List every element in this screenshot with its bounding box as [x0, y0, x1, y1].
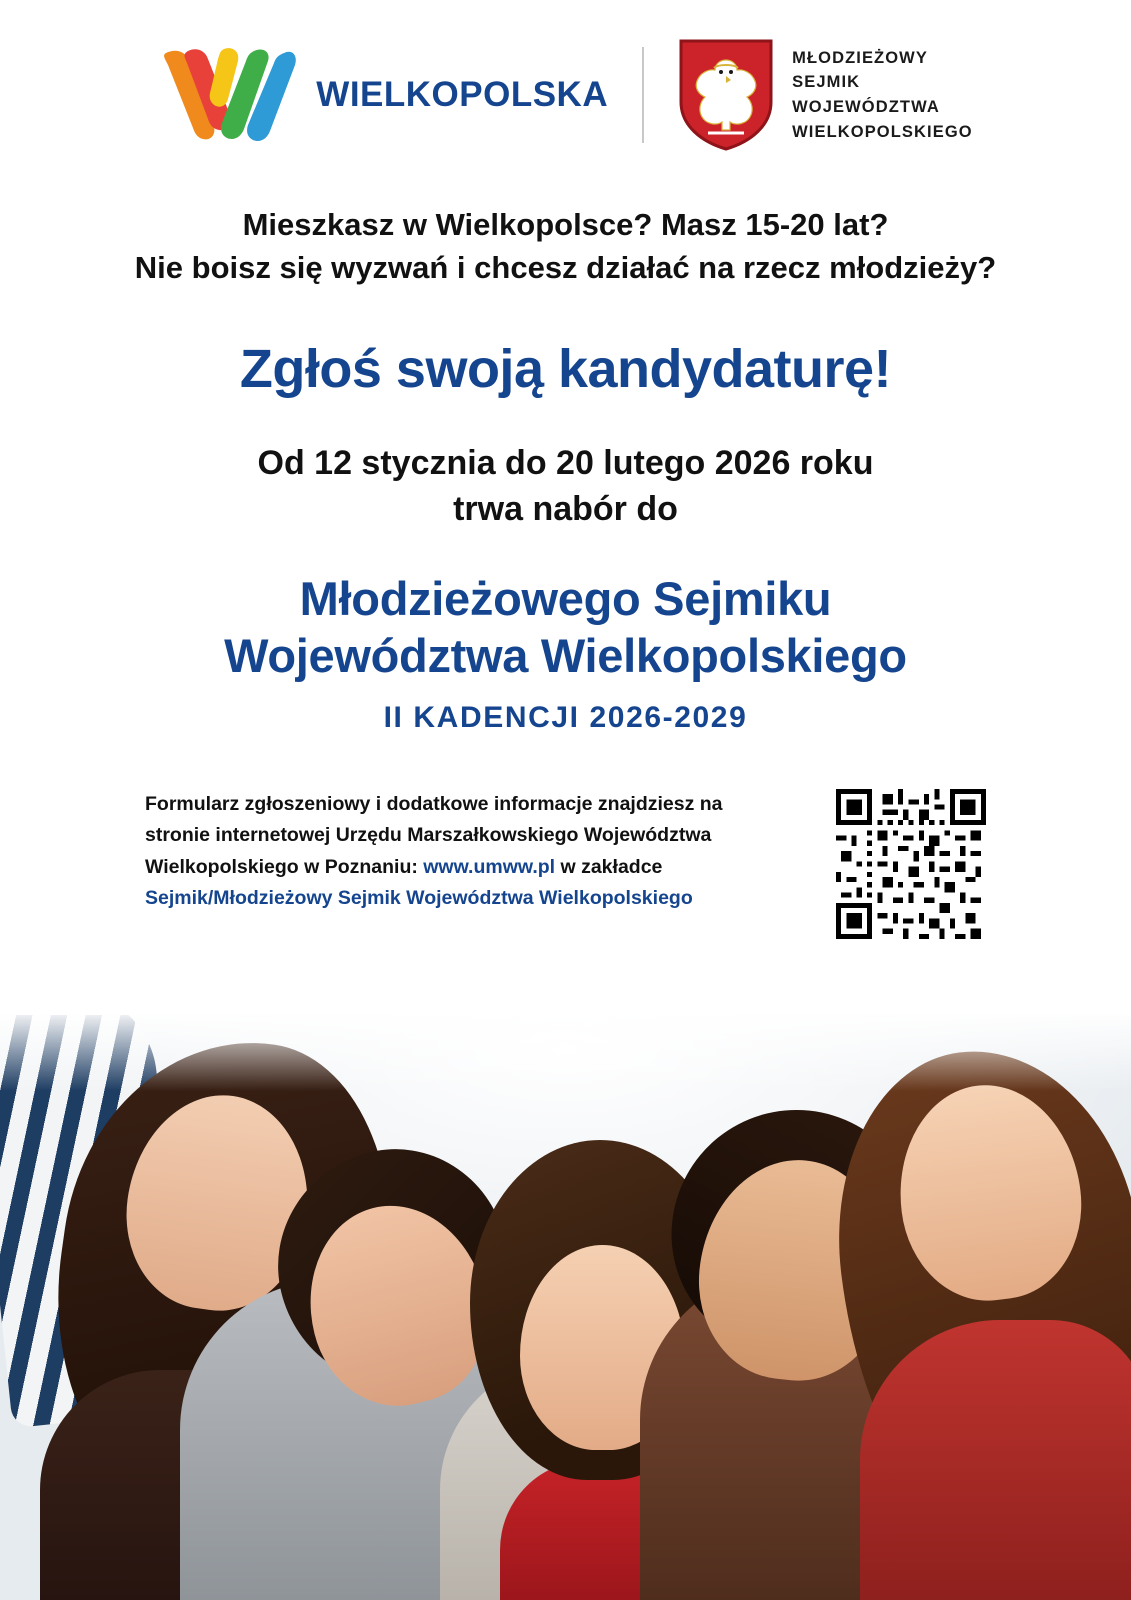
dates-line-2: trwa nabór do	[453, 489, 678, 528]
organisation-name-line-2: Województwa Wielkopolskiego	[224, 629, 907, 683]
poster-body	[0, 204, 1131, 939]
info-paragraph	[145, 789, 780, 915]
wielkopolska-logo	[158, 43, 608, 147]
sejmik-logo-line-1: MŁODZIEŻOWY	[792, 48, 928, 67]
header-divider	[642, 47, 644, 143]
sejmik-logo	[678, 38, 973, 152]
organisation-name	[40, 570, 1091, 685]
wielkopolska-wordmark: WIELKOPOLSKA	[316, 75, 609, 114]
intro-line-1: Mieszkasz w Wielkopolsce? Masz 15-20 lat?	[242, 207, 889, 242]
info-text-part-2: w zakładce	[555, 855, 663, 878]
photo-person-5-body	[860, 1320, 1131, 1600]
page-title: Zgłoś swoją kandydaturę!	[239, 338, 892, 399]
qr-code-icon[interactable]	[836, 789, 986, 939]
sejmik-logo-line-2: SEJMIK	[792, 73, 861, 92]
poster-header	[0, 0, 1131, 152]
intro-question	[40, 204, 1091, 290]
info-section	[40, 789, 1091, 939]
info-text-part-1: Formularz zgłoszeniowy i dodatkowe informacje znajdziesz na stronie internetowej Urzędu Marszałkowskiego Województwa Wielkopolskiego w Poznaniu:	[145, 792, 723, 878]
wielkopolska-w-mark-icon	[158, 43, 298, 147]
site-path: Sejmik/Młodzieżowy Sejmik Województwa Wielkopolskiego	[145, 887, 693, 910]
term-label: II KADENCJI 2026-2029	[383, 700, 748, 734]
dates-line-1: Od 12 stycznia do 20 lutego 2026 roku	[257, 443, 874, 482]
website-link[interactable]: www.umww.pl	[423, 855, 556, 878]
recruitment-dates	[40, 440, 1091, 532]
sejmik-logo-line-4: WIELKOPOLSKIEGO	[792, 122, 973, 141]
wielkopolska-crest-icon	[678, 38, 774, 152]
sejmik-logo-text	[792, 46, 973, 145]
organisation-name-line-1: Młodzieżowego Sejmiku	[299, 572, 832, 625]
teens-group-photo	[0, 1015, 1131, 1600]
intro-line-2: Nie boisz się wyzwań i chcesz działać na rzecz młodzieży?	[134, 249, 997, 285]
sejmik-logo-line-3: WOJEWÓDZTWA	[792, 98, 940, 116]
